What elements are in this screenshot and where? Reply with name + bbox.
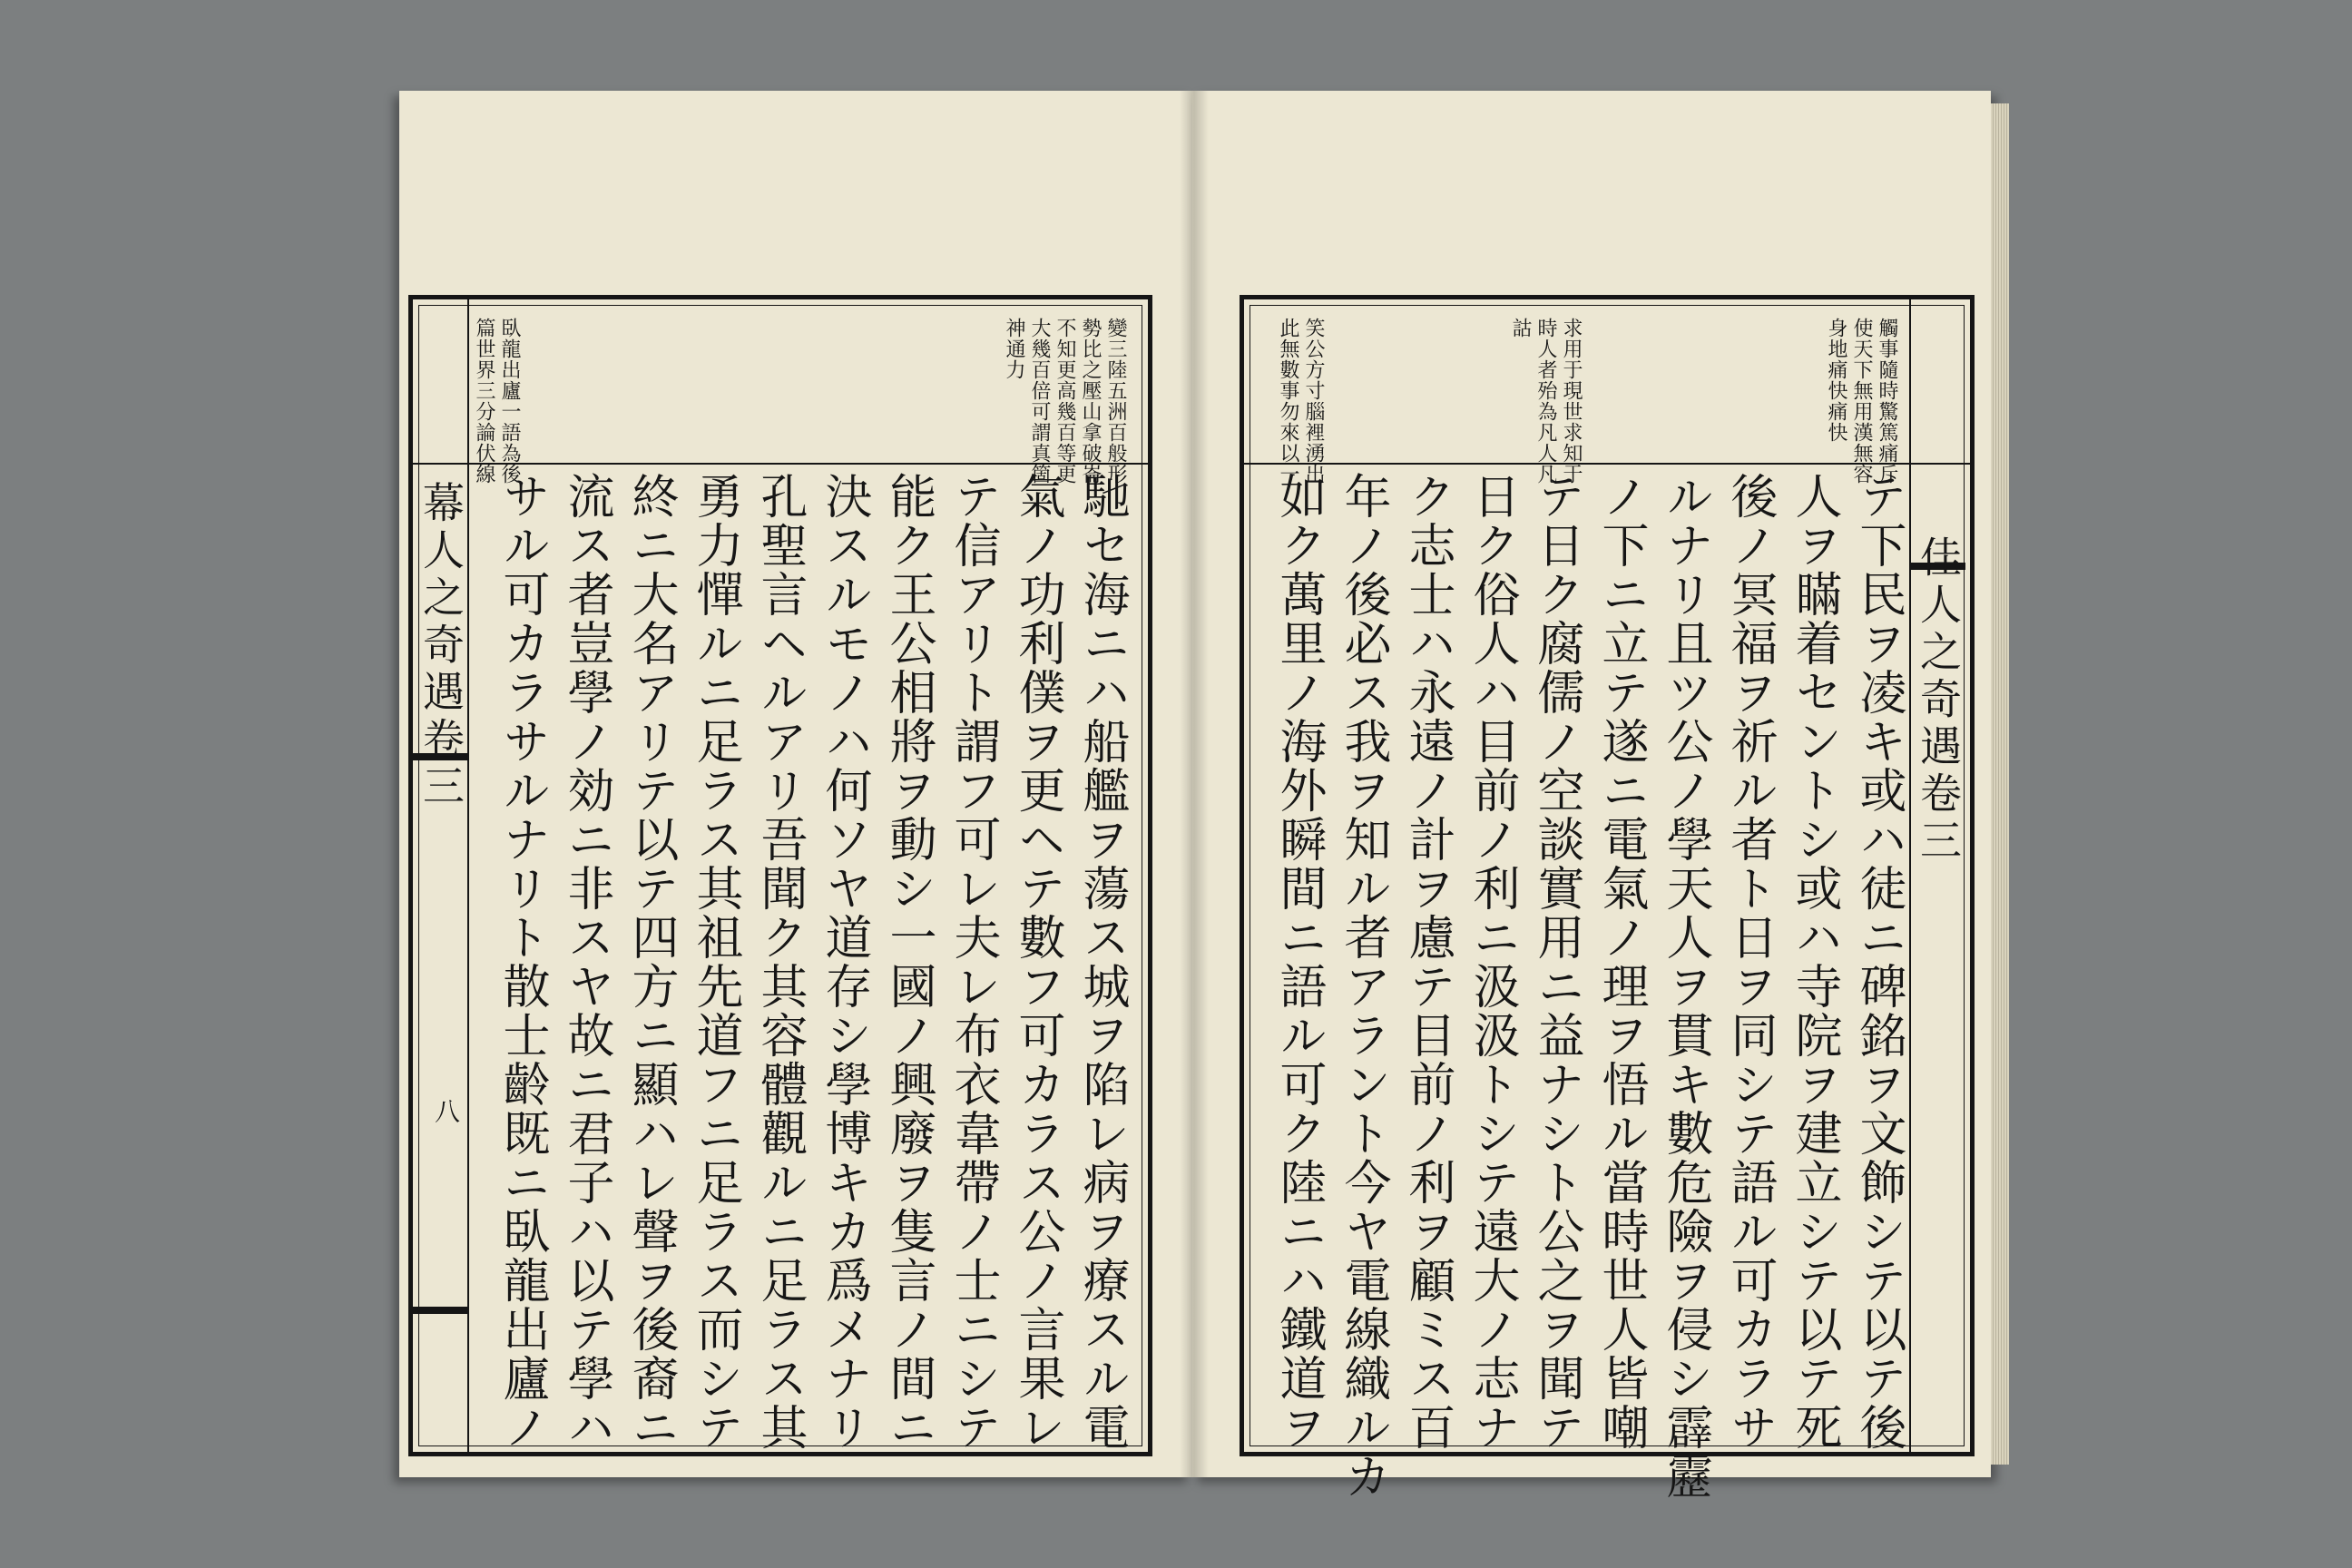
- book-gutter: [1180, 91, 1209, 1477]
- left-page-border: [408, 295, 1152, 1456]
- right-annotation-4: 求用于現世求知于: [1560, 318, 1583, 485]
- left-text-column-2: 氣ノ功利僕ヲ更ヘテ數フ可カラス公ノ言果レ: [1010, 472, 1064, 1452]
- left-annotation-6: 臥龍出廬一語為後: [498, 318, 521, 485]
- right-text-column-9: 年ノ後必ス我ヲ知ル者アラント今ヤ電線織ルカ: [1336, 472, 1390, 1501]
- right-text-column-7: 日ク俗人ハ目前ノ利ニ汲汲トシテ遠大ノ志ナ: [1465, 472, 1519, 1452]
- right-page-border: [1240, 295, 1975, 1501]
- right-text-column-6: テ日ク腐儒ノ空談實用ニ益ナシト公之ヲ聞テ: [1529, 472, 1583, 1452]
- right-text-column-4: ルナリ且ツ公ノ學天人ヲ貫キ數危險ヲ侵シ霹靂: [1658, 472, 1712, 1501]
- right-text-column-5: ノ下ニ立テ遂ニ電氣ノ理ヲ悟ル當時世人皆嘲: [1593, 472, 1648, 1452]
- left-text-column-7: 勇力憚ルニ足ラス其祖先道フニ足ラス而シテ: [688, 472, 742, 1452]
- left-center-column-rule: [467, 299, 469, 1452]
- left-text-column-1: 馳セ海ニハ船艦ヲ蕩ス城ヲ陷レ病ヲ療スル電: [1074, 472, 1129, 1452]
- open-book: [399, 91, 2005, 1501]
- left-annotation-7: 篇世界三分論伏線: [473, 318, 495, 485]
- right-text-column-2: 人ヲ瞞着セントシ或ハ寺院ヲ建立シテ以テ死: [1787, 472, 1841, 1452]
- left-folio: 八: [431, 1098, 461, 1123]
- right-text-column-3: 後ノ冥福ヲ祈ル者ト日ヲ同シテ語ル可カラサ: [1722, 472, 1777, 1452]
- right-annotation-5: 時人者殆為凡人凡: [1534, 318, 1557, 485]
- left-text-column-8: 終ニ大名アリテ以テ四方ニ顯ハレ聲ヲ後裔ニ: [623, 472, 678, 1452]
- left-page: [399, 91, 1192, 1477]
- left-text-column-3: テ信アリト謂フ可レ夫レ布衣韋帶ノ士ニシテ: [946, 472, 1000, 1452]
- left-fishtail-mark-lower: [413, 1307, 467, 1314]
- page-stack-edge: [1991, 103, 2009, 1465]
- left-text-column-4: 能ク王公相將ヲ動シ一國ノ興廢ヲ隻言ノ間ニ: [881, 472, 936, 1452]
- right-center-title: 佳人之奇遇卷三: [1914, 535, 1963, 866]
- right-text-column-8: ク志士ハ永遠ノ計ヲ慮テ目前ノ利ヲ顧ミス百: [1400, 472, 1455, 1452]
- left-annotation-1: 變三陸五洲百般形: [1104, 318, 1127, 485]
- left-annotation-2: 勢比之壓山拿破崙: [1079, 318, 1102, 485]
- left-text-column-5: 決スルモノハ何ソヤ道存シ學博キカ爲メナリ: [817, 472, 871, 1452]
- right-annotation-3: 身地痛快痛快: [1825, 318, 1847, 443]
- left-text-column-6: 孔聖言ヘルアリ吾聞ク其容體觀ルニ足ラス其: [752, 472, 807, 1452]
- left-annotation-3: 不知更高幾百等更: [1054, 318, 1076, 485]
- right-page: [1192, 91, 1991, 1501]
- right-annotation-8: 此無數事勿來以一: [1277, 318, 1299, 485]
- right-text-column-10: 如ク萬里ノ海外瞬間ニ語ル可ク陸ニハ鐵道ヲ: [1271, 472, 1326, 1452]
- left-annotation-4: 大幾百倍可謂真箇: [1028, 318, 1051, 485]
- left-annotation-5: 神通力: [1003, 318, 1025, 380]
- right-annotation-2: 使天下無用漢無容: [1850, 318, 1873, 485]
- left-center-title: 幕人之奇遇卷三: [416, 481, 466, 811]
- right-annotation-7: 笑公方寸腦裡湧出: [1302, 318, 1325, 485]
- right-annotation-6: 詁: [1509, 318, 1532, 338]
- right-text-column-1: テ下民ヲ凌キ或ハ徒ニ碑銘ヲ文飾シテ以テ後: [1851, 472, 1906, 1452]
- left-text-column-10: サル可カラサルナリト散士齡既ニ臥龍出廬ノ: [495, 472, 549, 1452]
- left-text-column-9: 流ス者豈學ノ効ニ非スヤ故ニ君子ハ以テ學ハ: [559, 472, 613, 1452]
- right-annotation-1: 觸事隨時驚篤痛斥: [1876, 318, 1898, 485]
